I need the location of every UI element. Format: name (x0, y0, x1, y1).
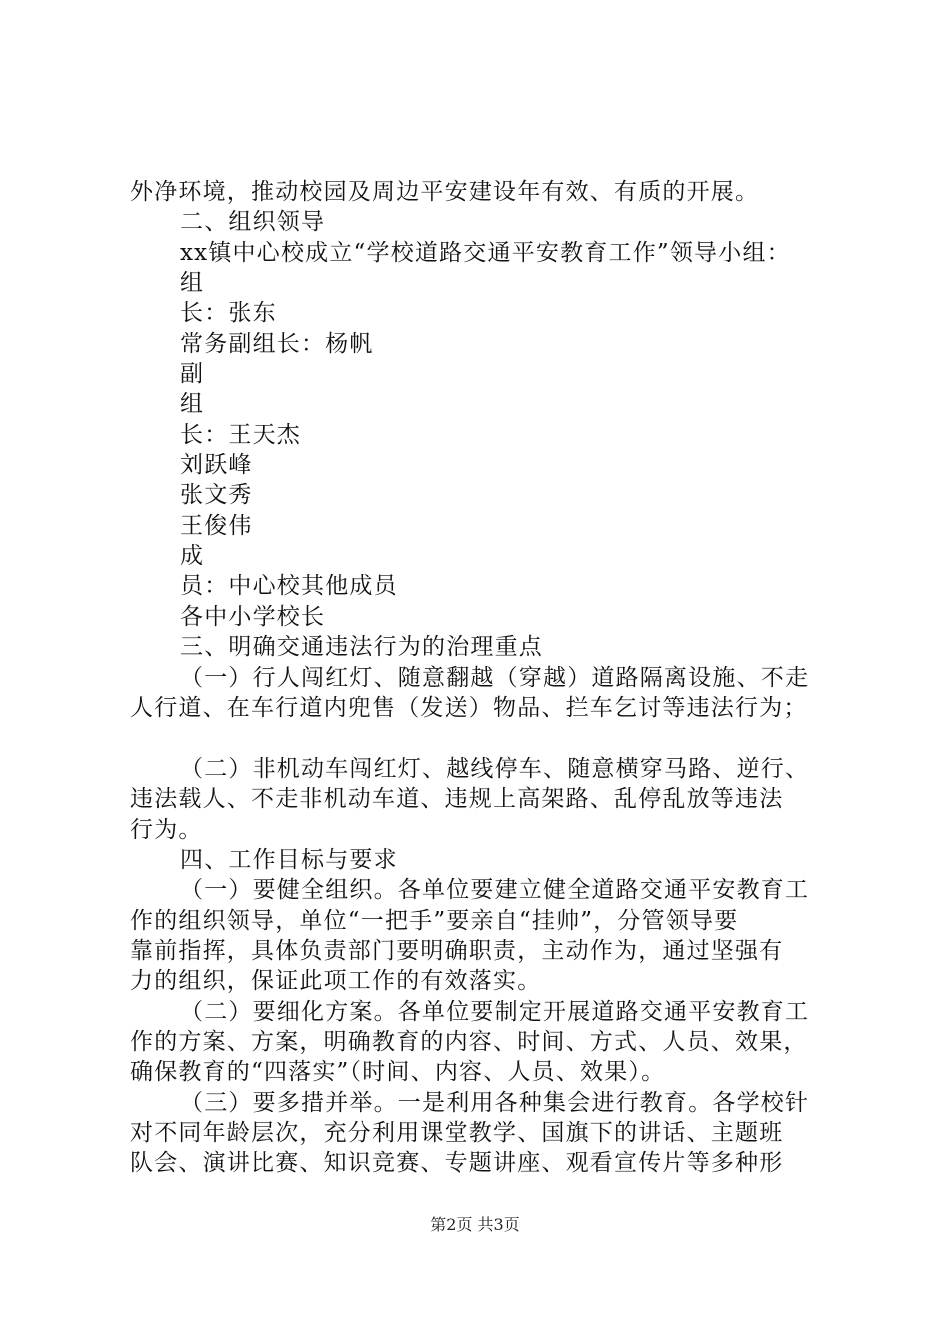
section-heading: 二、组织领导 (180, 209, 326, 235)
text-line: （三）要多措并举。一是利用各种集会进行教育。各学校针 (180, 1090, 810, 1116)
text-line: 长：张东 (180, 300, 277, 326)
section-heading: 三、明确交通违法行为的治理重点 (180, 634, 543, 660)
text-line: 组 (180, 391, 205, 417)
text-line: （二）要细化方案。各单位要制定开展道路交通平安教育工 (180, 999, 810, 1025)
text-line: 行为。 (130, 817, 203, 843)
text-line: 各中小学校长 (180, 604, 326, 630)
text-line: 违法载人、不走非机动车道、违规上高架路、乱停乱放等违法 (130, 786, 784, 812)
section-heading: 四、工作目标与要求 (180, 847, 398, 873)
text-line: （一）行人闯红灯、随意翻越（穿越）道路隔离设施、不走 (180, 665, 810, 691)
text-line: （二）非机动车闯红灯、越线停车、随意横穿马路、逆行、 (180, 756, 810, 782)
text-line: 刘跃峰 (180, 452, 253, 478)
text-line: 作的组织领导，单位“一把手”要亲自“挂帅”，分管领导要 (130, 908, 739, 934)
text-line: 副 (180, 361, 205, 387)
text-line: 成 (180, 543, 205, 569)
text-line: 张文秀 (180, 482, 253, 508)
text-line: 确保教育的“四落实”（时间、内容、人员、效果）。 (130, 1059, 666, 1085)
text-line: 王俊伟 (180, 513, 253, 539)
text-line: 常务副组长：杨帆 (180, 331, 374, 357)
text-line: 员：中心校其他成员 (180, 573, 398, 599)
text-line: 人行道、在车行道内兜售（发送）物品、拦车乞讨等违法行为； (130, 695, 808, 721)
text-line: 靠前指挥，具体负责部门要明确职责，主动作为，通过坚强有 (130, 938, 784, 964)
page-number-footer: 第2页 共3页 (430, 1215, 520, 1234)
text-line: 力的组织，保证此项工作的有效落实。 (130, 968, 542, 994)
text-line: 长：王天杰 (180, 422, 301, 448)
text-line: （一）要健全组织。各单位要建立健全道路交通平安教育工 (180, 877, 810, 903)
text-line: 队会、演讲比赛、知识竞赛、专题讲座、观看宣传片等多种形 (130, 1150, 784, 1176)
text-line: 作的方案、方案，明确教育的内容、时间、方式、人员、效果， (130, 1029, 808, 1055)
text-line: 组 (180, 270, 205, 296)
text-line: xx镇中心校成立“学校道路交通平安教育工作”领导小组： (180, 240, 791, 266)
text-line: 外净环境，推动校园及周边平安建设年有效、有质的开展。 (130, 179, 760, 205)
text-line: 对不同年龄层次，充分利用课堂教学、国旗下的讲话、主题班 (130, 1120, 784, 1146)
